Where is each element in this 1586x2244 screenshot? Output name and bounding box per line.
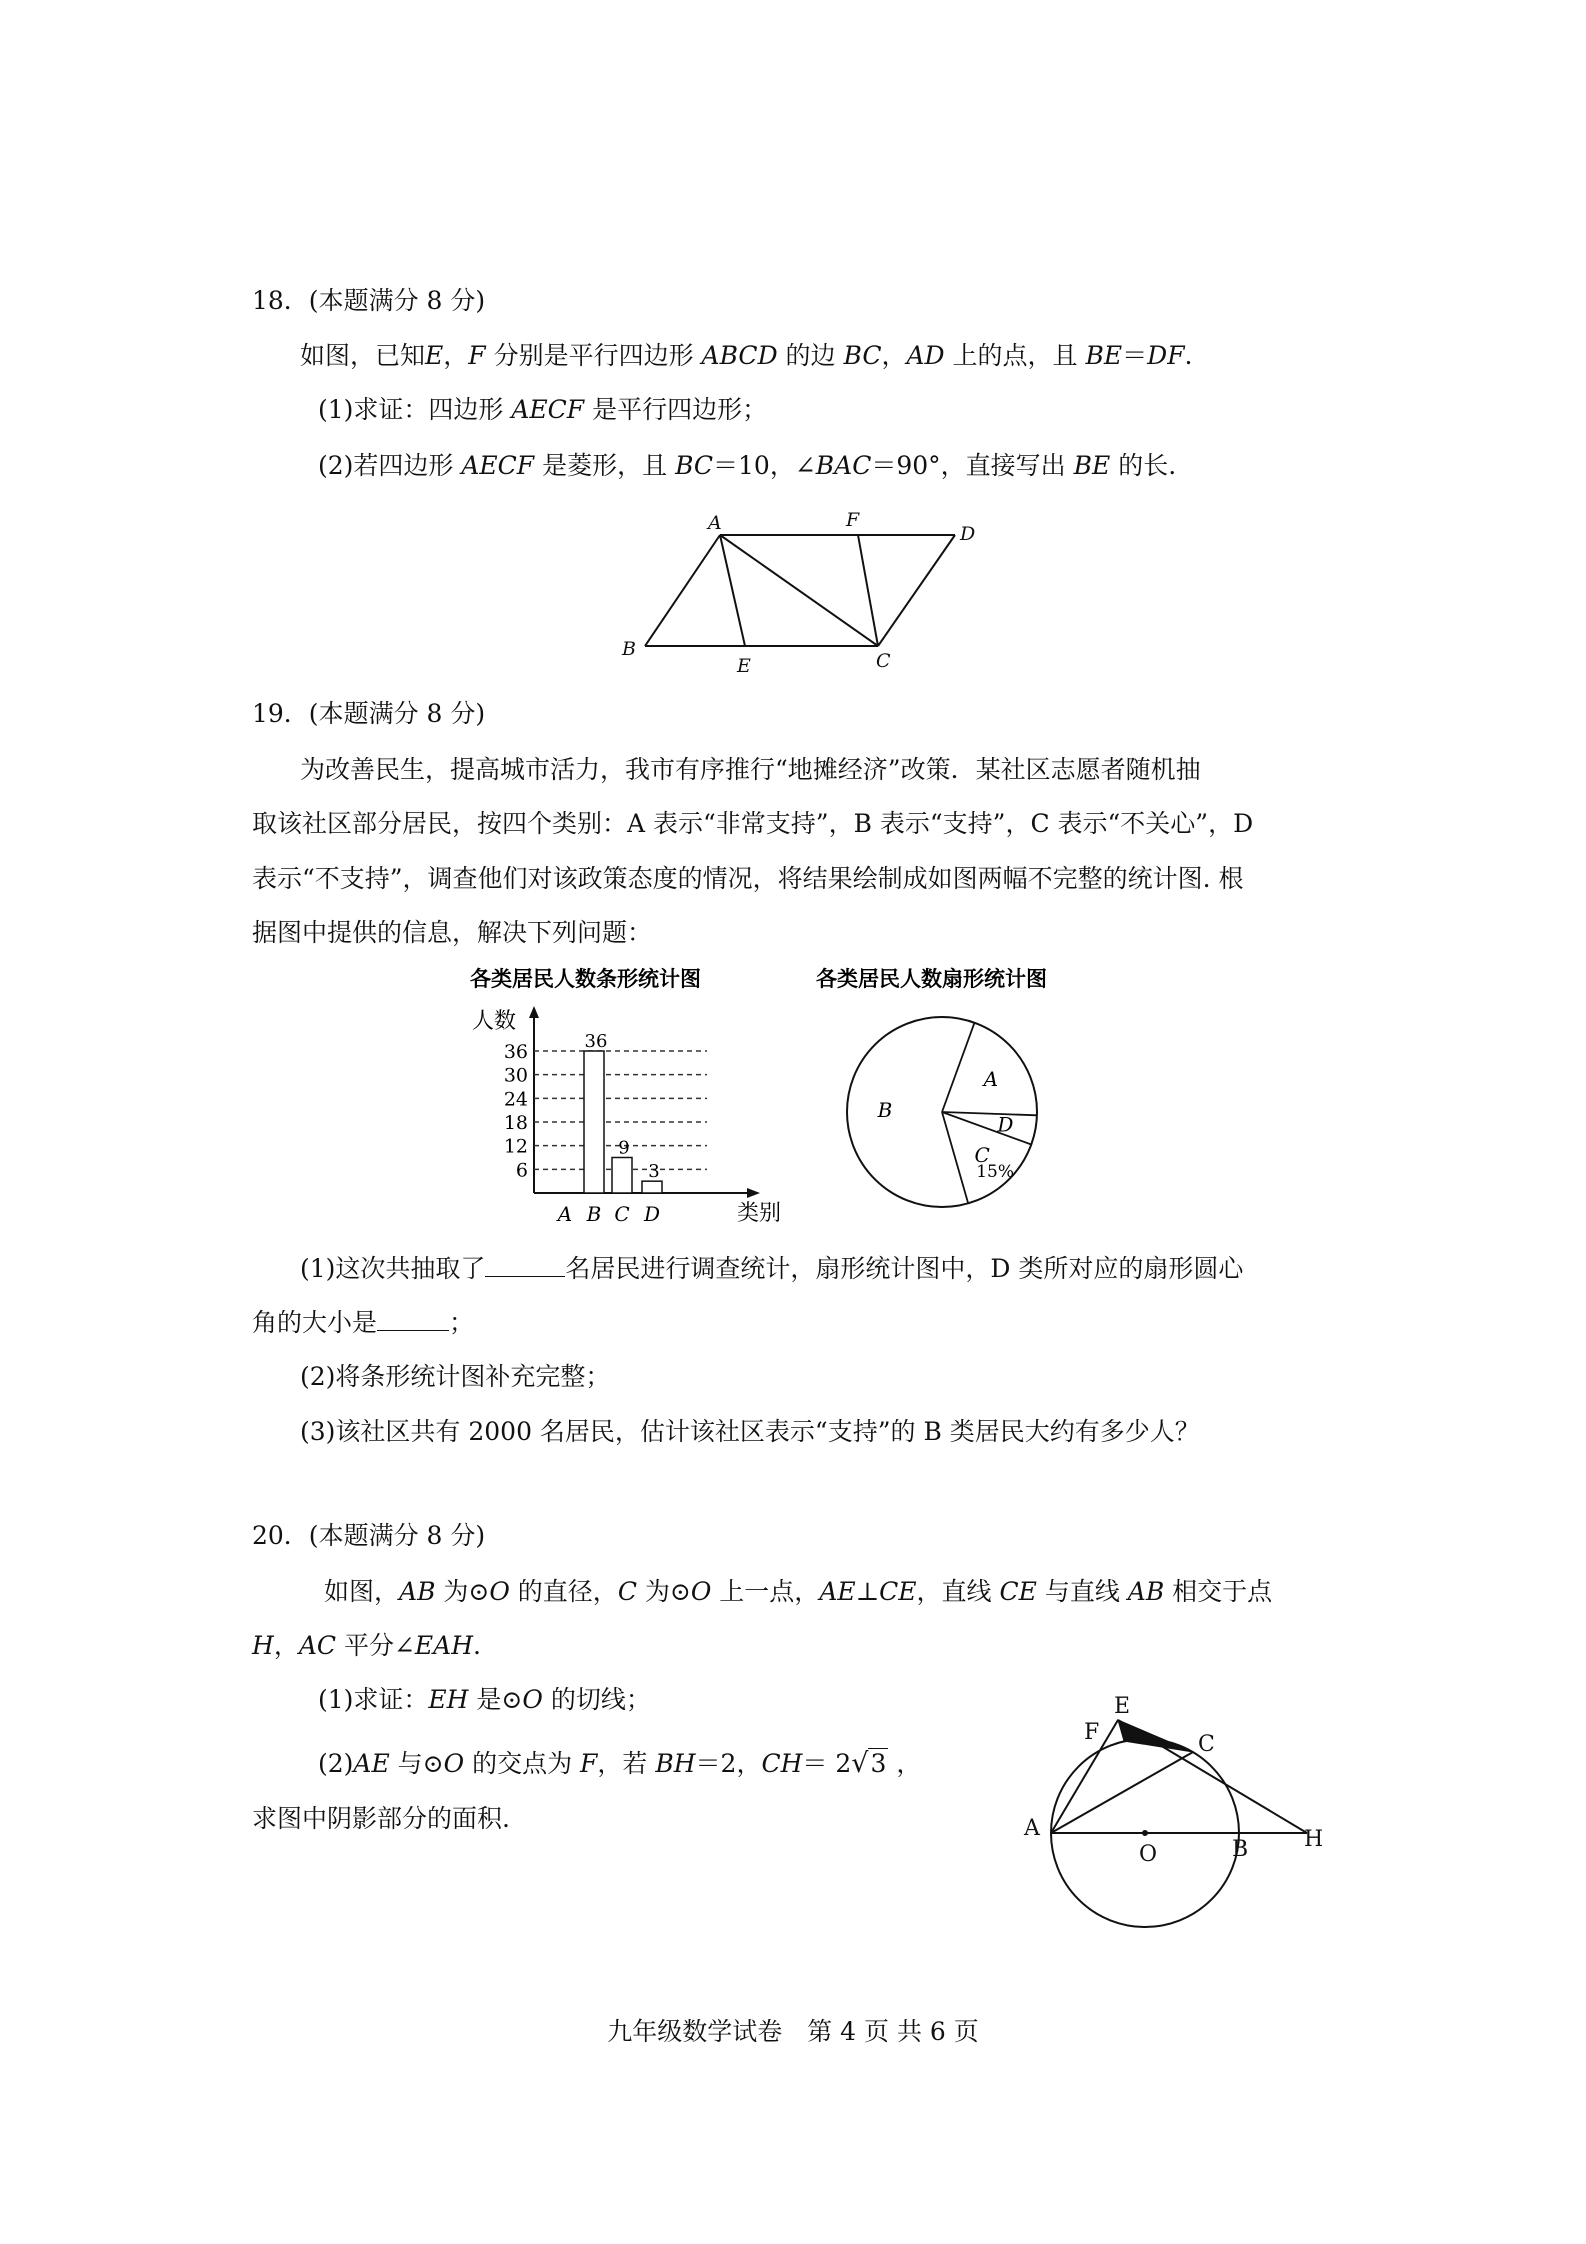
bar-B: [584, 1051, 604, 1193]
q20-part3: 求图中阴影部分的面积.: [252, 1804, 510, 1833]
q19-line1: 为改善民生，提高城市活力，我市有序推行“地摊经济”改策．某社区志愿者随机抽: [300, 755, 1201, 784]
answer-blank-1[interactable]: [485, 1254, 565, 1277]
q20-circle-figure: [1010, 1680, 1350, 1940]
label-e: E: [1114, 1694, 1131, 1719]
label-c: C: [1198, 1732, 1215, 1757]
line-ac: [1051, 1752, 1193, 1833]
q19-part2: (2)将条形统计图补充完整；: [300, 1362, 611, 1391]
x-tick-label: A: [557, 1202, 573, 1226]
q19-part1: (1)这次共抽取了 名居民进行调查统计，扇形统计图中，D 类所对应的扇形圆心: [300, 1254, 1244, 1283]
y-tick-label: 36: [503, 1041, 528, 1063]
q20-header: 20．(本题满分 8 分): [252, 1521, 486, 1550]
q20-part2: (2)AE 与⊙O 的交点为 F，若 BH＝2，CH＝ 2√3 ，: [318, 1748, 922, 1779]
segment-ae: [720, 535, 745, 646]
bar-value-label: 3: [648, 1161, 660, 1183]
bar-chart-title: 各类居民人数条形统计图: [470, 967, 701, 991]
pie-slice-label-B: B: [877, 1098, 893, 1123]
q18-header: 18．(本题满分 8 分): [252, 286, 486, 315]
label-h: H: [1304, 1827, 1324, 1852]
pie-slice-label-A: A: [983, 1067, 999, 1092]
label-f: F: [1084, 1720, 1100, 1745]
pie-slice-label-D: D: [997, 1112, 1014, 1137]
bar-value-label: 36: [584, 1031, 608, 1052]
x-tick-label: B: [586, 1202, 602, 1226]
q19-line3: 表示“不支持”，调查他们对该政策态度的情况，将结果绘制成如图两幅不完整的统计图. 根: [252, 864, 1244, 893]
sqrt-radicand: 3: [870, 1749, 887, 1778]
segment-ac: [720, 535, 878, 646]
q18-stem: 如图，已知E，F 分别是平行四边形 ABCD 的边 BC，AD 上的点，且 BE＝DF.: [300, 341, 1193, 370]
edge-cd: [878, 535, 955, 646]
y-tick-label: 6: [515, 1159, 528, 1182]
pie-radius: [942, 1112, 1031, 1144]
q20-stem-cont: H，AC 平分∠EAH.: [252, 1631, 481, 1660]
edge-ab: [645, 535, 720, 646]
q19-line2: 取该社区部分居民，按四个类别：A 表示“非常支持”，B 表示“支持”，C 表示“不关心”，D: [252, 809, 1254, 838]
bar-chart-ylabel: 人数: [472, 1009, 517, 1034]
page-footer: 九年级数学试卷 第 4 页 共 6 页: [607, 2017, 979, 2046]
y-tick-label: 30: [503, 1064, 528, 1087]
pie-radius: [942, 1023, 974, 1112]
label-f: F: [846, 509, 860, 531]
x-tick-label: D: [643, 1202, 661, 1226]
label-b: B: [622, 638, 636, 660]
x-axis-arrow: [747, 1188, 760, 1198]
bar-chart-xlabel: 类别: [737, 1201, 782, 1226]
q20-stem: 如图，AB 为⊙O 的直径，C 为⊙O 上一点，AE⊥CE，直线 CE 与直线 AB 相交于点: [324, 1577, 1273, 1606]
answer-blank-2[interactable]: [377, 1308, 449, 1331]
label-b: B: [1232, 1837, 1249, 1862]
pie-chart: [808, 962, 1128, 1232]
center-o-dot: [1142, 1830, 1148, 1836]
pie-percent-label: 15%: [976, 1161, 1015, 1182]
q19-header: 19．(本题满分 8 分): [252, 699, 486, 728]
label-a: A: [1024, 1816, 1040, 1841]
label-a: A: [708, 512, 722, 534]
q19-part1-cont: 角的大小是 ；: [252, 1308, 475, 1337]
bar-D: [642, 1181, 662, 1193]
y-tick-label: 24: [503, 1088, 528, 1111]
x-tick-label: C: [614, 1202, 630, 1226]
segment-fc: [858, 535, 878, 646]
q19-part3: (3)该社区共有 2000 名居民，估计该社区表示“支持”的 B 类居民大约有多少人？: [300, 1417, 1200, 1446]
sqrt-sign: √: [851, 1748, 869, 1779]
bar-chart: [462, 962, 782, 1232]
q19-line4: 据图中提供的信息，解决下列问题：: [252, 918, 653, 947]
q18-part2: (2)若四边形 AECF 是菱形，且 BC＝10，∠BAC＝90°，直接写出 BE 的长.: [318, 451, 1177, 480]
label-o: O: [1139, 1842, 1158, 1867]
q20-part1: (1)求证：EH 是⊙O 的切线；: [318, 1685, 651, 1714]
label-c: C: [876, 650, 891, 672]
label-d: D: [960, 523, 976, 545]
bar-C: [612, 1158, 632, 1194]
q18-parallelogram-figure: [600, 500, 1020, 680]
pie-chart-title: 各类居民人数扇形统计图: [816, 967, 1047, 991]
bar-value-label: 9: [618, 1137, 630, 1159]
q18-part1: (1)求证：四边形 AECF 是平行四边形；: [318, 395, 768, 424]
y-tick-label: 18: [503, 1112, 528, 1134]
label-e: E: [737, 655, 751, 677]
y-tick-label: 12: [503, 1135, 528, 1158]
pie-radius: [942, 1112, 1037, 1115]
y-axis-arrow: [529, 1006, 539, 1018]
pie-radius: [942, 1112, 968, 1203]
pie-slice-label-C: C: [974, 1143, 990, 1168]
shaded-region: [1118, 1720, 1193, 1752]
